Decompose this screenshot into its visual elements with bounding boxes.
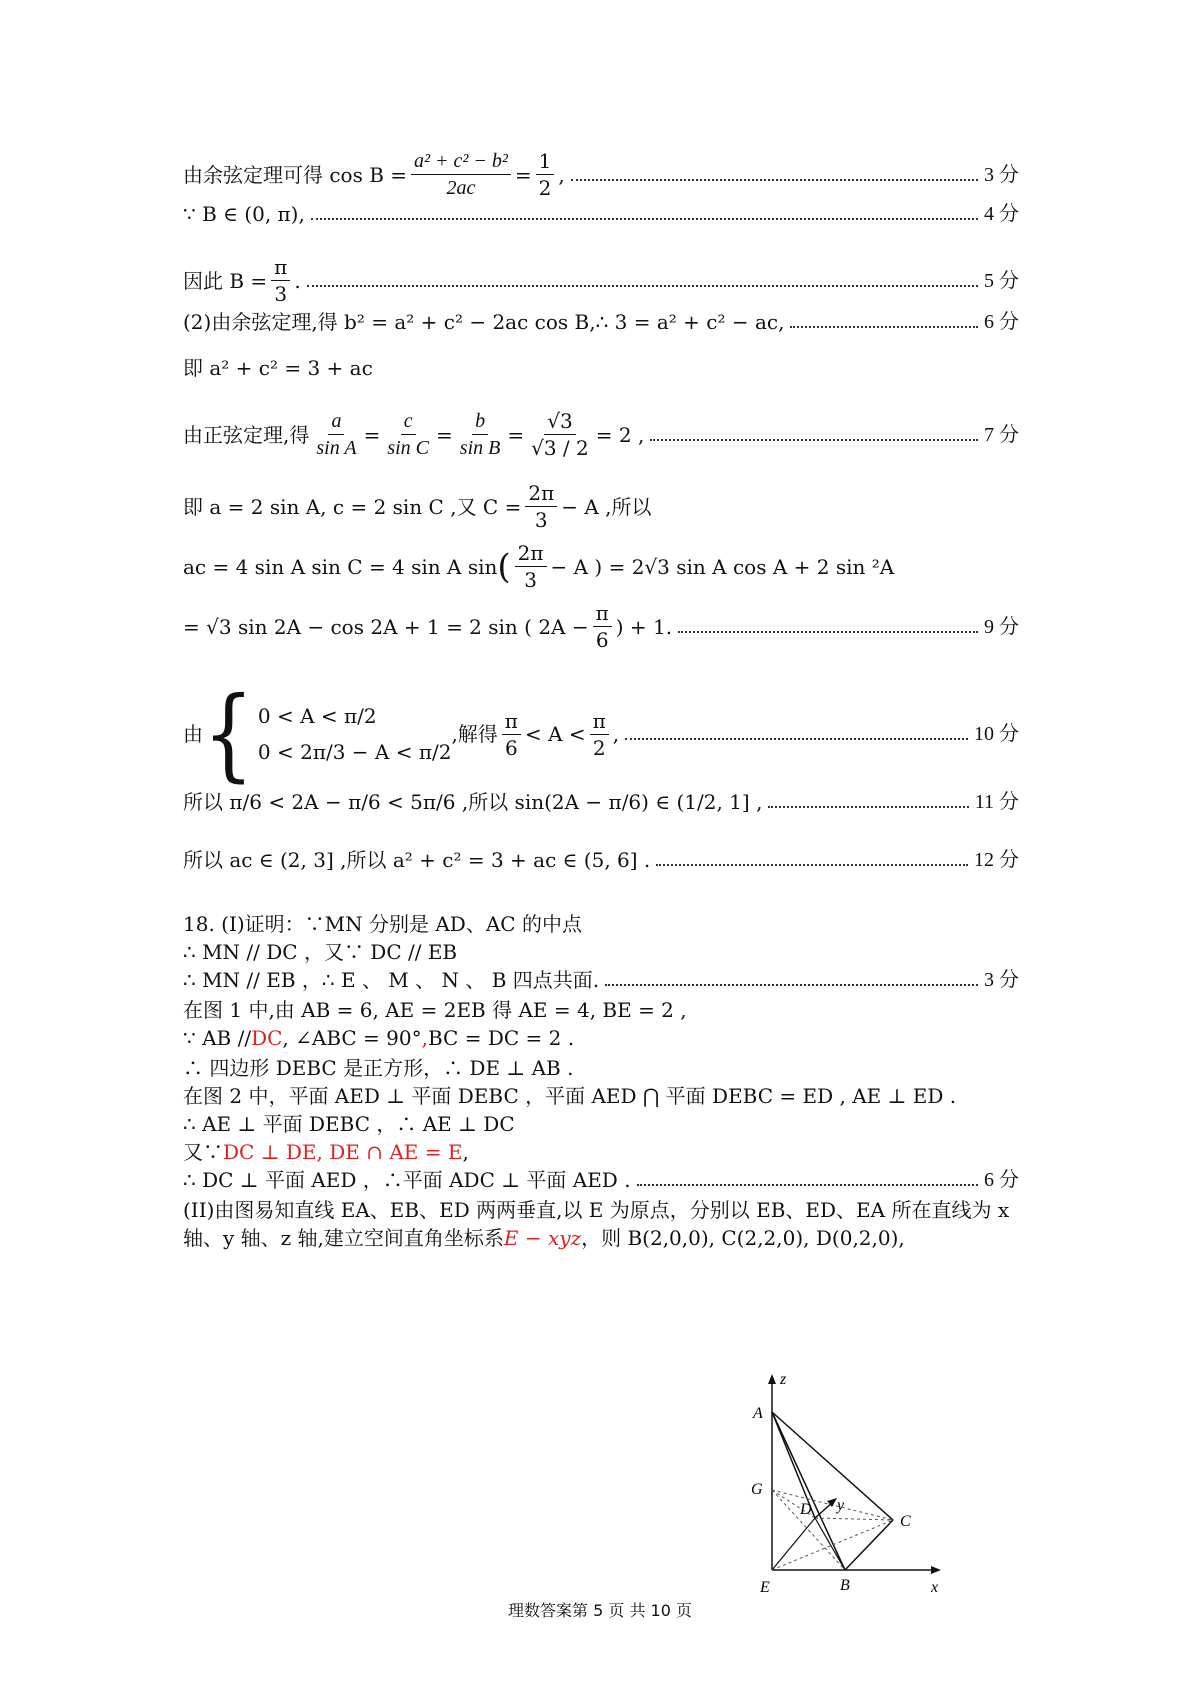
leader-dots xyxy=(625,738,968,740)
label-d: D xyxy=(800,1501,812,1518)
label-x: x xyxy=(931,1579,939,1596)
page-footer: 理数答案第 5 页 共 10 页 xyxy=(508,1601,692,1620)
edge-ec xyxy=(772,1520,893,1570)
fraction: $\frac{\text{a² + c² − b²}}{2ac}$ xyxy=(411,148,511,201)
z-axis-arrow xyxy=(768,1374,776,1384)
leader-dots xyxy=(650,439,978,441)
x-axis-arrow xyxy=(931,1566,941,1574)
line-q18-square: ∴ 四边形 DEBC 是正方形，∴ DE ⊥ AB . xyxy=(183,1056,574,1080)
leader-dots xyxy=(311,218,978,220)
line-sine-law: 由正弦定理,得 $\frac{a}{\text{sin A}}$ = $\frac{c}{\text{sin C}}$ = $\frac{b}{\text{sin B}}$ = $\frac{√3}{√3 / 2}$ = 2 , 7 分 xyxy=(183,409,1019,460)
line-b-range: ∵ B ∈ (0, π), 4 分 xyxy=(183,202,1019,226)
label-b: B xyxy=(840,1577,850,1594)
edge-ed xyxy=(772,1518,815,1570)
edge-bc xyxy=(845,1520,893,1570)
label-z: z xyxy=(780,1371,787,1388)
line-q18-fig2: 在图 2 中，平面 AED ⊥ 平面 DEBC ，平面 AED ⋂ 平面 DEBC = ED , AE ⊥ ED . xyxy=(183,1084,957,1108)
edge-dc xyxy=(815,1518,893,1520)
edge-ab xyxy=(772,1412,845,1570)
leader-dots xyxy=(678,631,978,633)
edge-db xyxy=(815,1518,845,1570)
fraction: $\frac{2\pi}{3}$ xyxy=(515,540,547,593)
fraction: $\frac{\pi}{2}$ xyxy=(590,708,609,761)
line-q18-square-given: ∵ AB // DC , ∠ABC = 90° , BC = DC = 2 . xyxy=(183,1026,575,1050)
fraction: $\frac{a}{\text{sin A}}$ xyxy=(316,410,357,459)
fraction: $\frac{\pi}{6}$ xyxy=(502,708,521,761)
line-q18-dc-perp: 又∵ DC ⊥ DE, DE ∩ AE = E , xyxy=(183,1140,469,1164)
line-part2: (2)由余弦定理,得 b² = a² + c² − 2ac cos B,∴ 3 = a² + c² − ac, 6 分 xyxy=(183,310,1019,334)
line-b-value: 因此 B = $\frac{\pi}{3}$ . 5 分 xyxy=(183,255,1019,306)
coordinate-diagram xyxy=(745,1370,945,1600)
leader-dots xyxy=(656,864,968,866)
score: 9 分 xyxy=(984,615,1019,638)
leader-dots xyxy=(768,806,968,808)
fraction: $\frac{b}{\text{sin B}}$ xyxy=(459,410,501,459)
label-g: G xyxy=(751,1481,763,1498)
line-cosine-law: 由余弦定理可得 cos B = $\frac{\text{a² + c² − b²}}{2ac}$ = $\frac{1}{2}$ , 3 分 xyxy=(183,149,1019,200)
fraction: $\frac{\pi}{3}$ xyxy=(271,254,290,307)
line-q18-parallel: ∴ MN // DC ，又∵ DC // EB xyxy=(183,940,458,964)
score: 6 分 xyxy=(984,1169,1019,1191)
label-y: y xyxy=(837,1497,845,1514)
score: 7 分 xyxy=(984,423,1019,446)
line-q18-start: 18. (I)证明：∵MN 分别是 AD、AC 的中点 xyxy=(183,912,582,936)
line-q18-ae-perp: ∴ AE ⊥ 平面 DEBC ，∴ AE ⊥ DC xyxy=(183,1112,515,1136)
leader-dots xyxy=(307,285,978,287)
score: 5 分 xyxy=(984,269,1019,292)
label-e: E xyxy=(760,1579,770,1596)
leader-dots xyxy=(571,179,978,181)
leader-dots xyxy=(790,326,978,328)
score: 11 分 xyxy=(974,791,1019,813)
line-ac-expand: ac = 4 sin A sin C = 4 sin A sin ( $\frac{2\pi}{3}$ − A ) = 2√3 sin A cos A + 2 sin ²A xyxy=(183,541,895,592)
label-a: A xyxy=(753,1405,763,1422)
fraction: $\frac{2\pi}{3}$ xyxy=(525,480,557,533)
fraction: $\frac{\pi}{6}$ xyxy=(593,600,612,653)
score: 3 分 xyxy=(984,969,1019,991)
score: 6 分 xyxy=(984,311,1019,333)
line-conclusion: 所以 ac ∈ (2, 3] ,所以 a² + c² = 3 + ac ∈ (5, 6] . 12 分 xyxy=(183,848,1019,872)
leader-dots xyxy=(605,984,978,986)
fraction: $\frac{√3}{√3 / 2}$ xyxy=(531,409,589,460)
line-q18-coplanar: ∴ MN // EB ，∴ E 、 M 、 N 、 B 四点共面. 3 分 xyxy=(183,968,1019,992)
line-q18-plane-perp: ∴ DC ⊥ 平面 AED ，∴平面 ADC ⊥ 平面 AED . 6 分 xyxy=(183,1168,1019,1192)
label-c: C xyxy=(900,1513,911,1530)
leader-dots xyxy=(637,1184,978,1186)
line-q18-part2: (II)由图易知直线 EA、EB、ED 两两垂直,以 E 为原点，分别以 EB、ED、EA 所在直线为 x xyxy=(183,1198,1010,1222)
fraction: $\frac{c}{\text{sin C}}$ xyxy=(387,410,430,459)
score: 12 分 xyxy=(974,849,1019,871)
fraction: $\frac{1}{2}$ xyxy=(536,148,555,201)
line-ac-simplify: = √3 sin 2A − cos 2A + 1 = 2 sin ( 2A − $\frac{\pi}{6}$ ) + 1. 9 分 xyxy=(183,601,1019,652)
score: 4 分 xyxy=(984,203,1019,225)
line-c-expr: 即 a = 2 sin A, c = 2 sin C ,又 C = $\frac{2\pi}{3}$ − A ,所以 xyxy=(183,481,652,532)
score: 3 分 xyxy=(984,163,1019,186)
geometry-figure xyxy=(745,1370,945,1600)
line-system: 由 { 0 < A < π/2 0 < 2π/3 − A < π/2 ,解得 $\frac{\pi}{6}$ < A < $\frac{\pi}{2}$ , 10 分 xyxy=(183,675,1019,792)
score: 10 分 xyxy=(974,723,1019,745)
line-range-2a: 所以 π/6 < 2A − π/6 < 5π/6 ,所以 sin(2A − π/6) ∈ (1/2, 1] , 11 分 xyxy=(183,790,1019,814)
line-identity: 即 a² + c² = 3 + ac xyxy=(183,356,373,380)
line-q18-coords: 轴、y 轴、z 轴,建立空间直角坐标系 E − xyz ，则 B(2,0,0), C(2,2,0), D(0,2,0), xyxy=(183,1226,905,1250)
inequality-system: { 0 < A < π/2 0 < 2π/3 − A < π/2 xyxy=(203,675,452,792)
line-q18-fig1: 在图 1 中,由 AB = 6, AE = 2EB 得 AE = 4, BE = 2 , xyxy=(183,998,687,1022)
